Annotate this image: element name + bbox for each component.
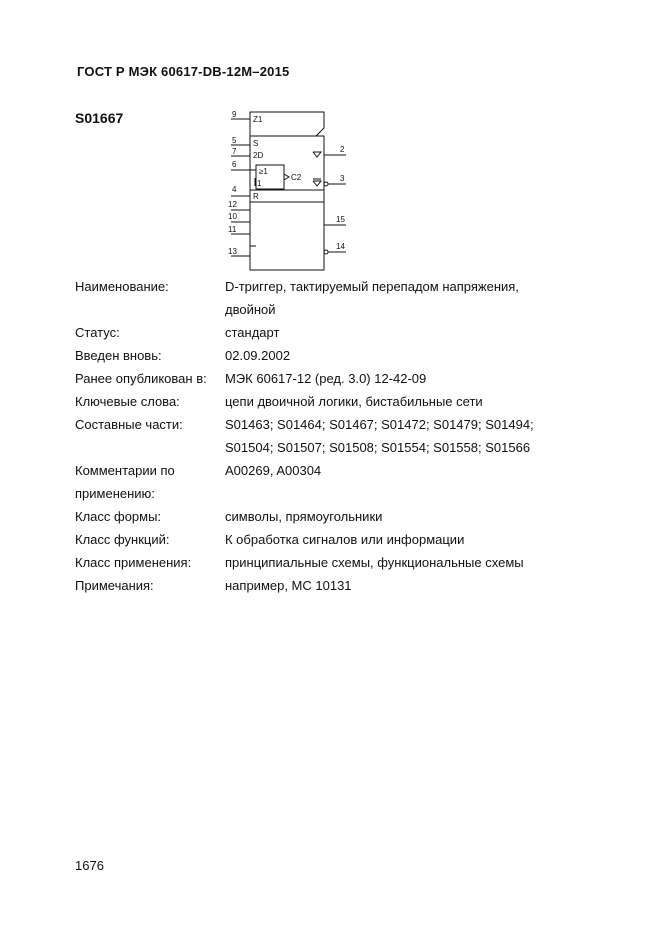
pin-12-label: 12 — [228, 200, 237, 209]
field-value: например, МС 10131 — [225, 578, 352, 593]
z1-label: Z1 — [253, 115, 263, 124]
pin-15-label: 15 — [336, 215, 345, 224]
field-label: Наименование: — [75, 279, 169, 294]
2d-label: 2D — [253, 151, 264, 160]
field-label: Статус: — [75, 325, 120, 340]
field-row-application-comments — [75, 459, 555, 482]
field-row-application-class — [75, 551, 555, 574]
pin-14-label: 14 — [336, 242, 345, 251]
field-label: Класс формы: — [75, 509, 162, 524]
pin-9-label: 9 — [232, 110, 237, 119]
field-row-notes — [75, 574, 555, 597]
field-row-introduced — [75, 344, 555, 367]
pin-7-label: 7 — [232, 147, 237, 156]
ge1-label: ≥1 — [259, 167, 268, 176]
pin-6-label: 6 — [232, 160, 237, 169]
field-label: Примечания: — [75, 578, 154, 593]
field-label: Комментарии по — [75, 463, 175, 478]
field-value: стандарт — [225, 325, 280, 340]
field-value: МЭК 60617-12 (ред. 3.0) 12-42-09 — [225, 371, 427, 386]
pin-11-label: 11 — [228, 225, 237, 234]
field-label: Класс функций: — [75, 532, 170, 547]
field-label: применению: — [75, 486, 155, 501]
field-value: К обработка сигналов или информации — [225, 532, 465, 547]
info-table — [75, 275, 555, 597]
field-row-application-comments-cont — [75, 482, 555, 505]
page-header: ГОСТ Р МЭК 60617-DB-12M–2015 — [77, 64, 290, 79]
field-row-previously-published — [75, 367, 555, 390]
field-row-status — [75, 321, 555, 344]
field-label: Ранее опубликован в: — [75, 371, 207, 386]
field-label: Ключевые слова: — [75, 394, 180, 409]
symbol-code: S01667 — [75, 110, 124, 126]
field-row-components — [75, 413, 555, 459]
one-label: 1 — [257, 179, 262, 188]
field-row-name — [75, 275, 555, 321]
logic-symbol-diagram — [226, 108, 362, 276]
pin-3-label: 3 — [340, 174, 345, 183]
field-value: принципиальные схемы, функциональные схемы — [225, 555, 524, 570]
r-label: R — [253, 192, 259, 201]
s-label: S — [253, 139, 259, 148]
pin-10-label: 10 — [228, 212, 237, 221]
pin-5-label: 5 — [232, 136, 237, 145]
pin-13-label: 13 — [228, 247, 237, 256]
field-value: символы, прямоугольники — [225, 509, 383, 524]
pin-4-label: 4 — [232, 185, 237, 194]
field-value: цепи двоичной логики, бистабильные сети — [225, 394, 483, 409]
pin-2-label: 2 — [340, 145, 345, 154]
field-value: 02.09.2002 — [225, 348, 291, 363]
field-label: Введен вновь: — [75, 348, 162, 363]
field-row-shape-class — [75, 505, 555, 528]
c2-label: C2 — [291, 173, 302, 182]
field-row-keywords — [75, 390, 555, 413]
field-value: S01463; S01464; S01467; S01472; S01479; S01494; S01504; S01507; S01508; S01554; S01558; S01566 — [225, 417, 534, 455]
field-value: D-триггер, тактируемый перепадом напряжения, двойной — [225, 279, 519, 317]
field-value: A00269, A00304 — [225, 463, 322, 478]
field-label: Класс применения: — [75, 555, 192, 570]
field-value — [225, 482, 555, 505]
page-number: 1676 — [75, 858, 104, 873]
field-row-function-class — [75, 528, 555, 551]
field-label: Составные части: — [75, 417, 183, 432]
